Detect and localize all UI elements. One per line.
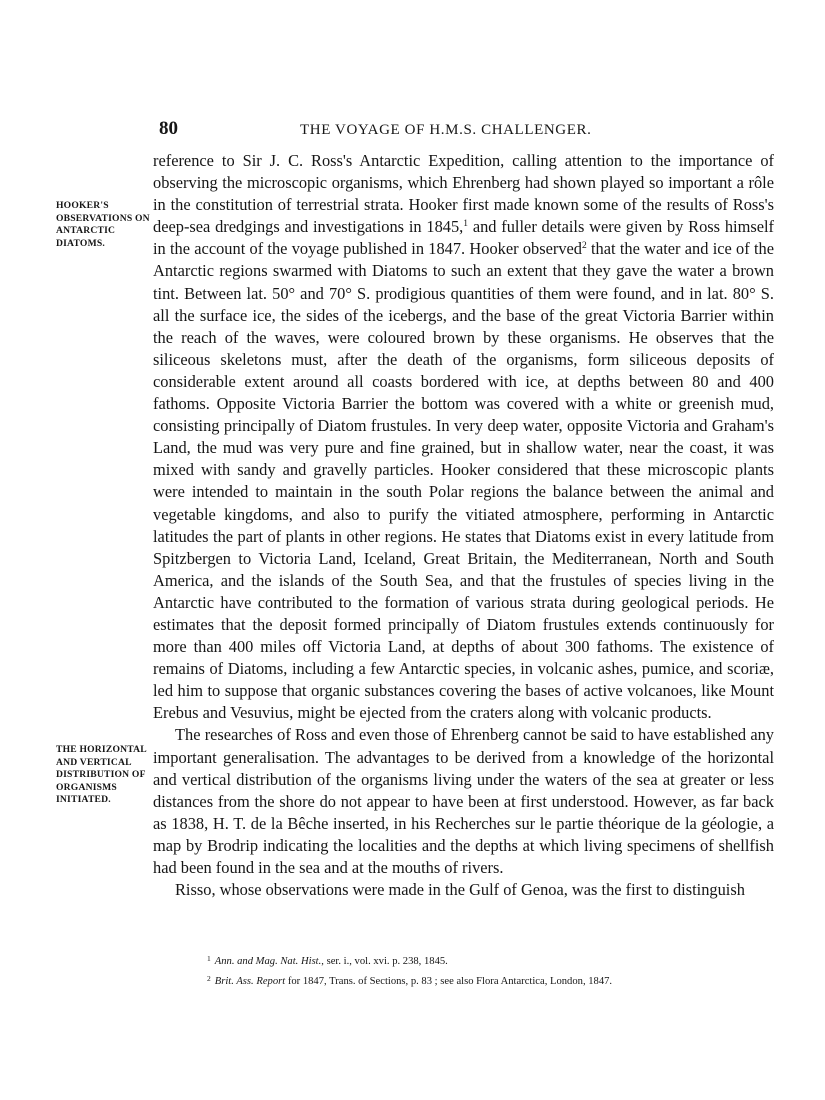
footnote-title: Ann. and Mag. Nat. Hist. — [214, 956, 322, 967]
paragraph-1-part-b: and fuller details were given by Ross himself in the account of the voyage published in 1847. Hooker observed — [153, 217, 774, 259]
margin-note-hookers-observations: HOOKER'S OBSERVATIONS ON ANTARCTIC DIATOMS. — [56, 200, 150, 249]
body-text — [153, 150, 774, 901]
footnote-title: Brit. Ass. Report — [214, 976, 286, 987]
footnote-ref-1: 1 — [463, 219, 469, 230]
footnotes — [207, 950, 777, 990]
footnote-2 — [207, 970, 777, 990]
paragraph-2: The researches of Ross and even those of Ehrenberg cannot be said to have established any important generalisation. The advantages to be derived from a knowledge of the horizontal and vertical distribution of the organisms living under the waters of the sea at greater or less distances from the shore do not appear to have been at first understood. However, as far back as 1838, H. T. de la Bêche inserted, in his Recherches sur le partie théorique de la géologie, a map by Brodrip indicating the localities and the depths at which living specimens of shellfish had been found in the sea and at the mouths of rivers. — [153, 725, 774, 877]
paragraph-1-part-a: reference to Sir J. C. Ross's Antarctic Expedition, calling attention to the importance of observing the microscopic organisms, which Ehrenberg had shown played so important a rôle in the constitution of terrestrial strata. Hooker first made known some of the results of Ross's deep-sea dredgings and investigations in 1845, — [153, 151, 774, 237]
footnote-text: , ser. i., vol. xvi. p. 238, 1845. — [321, 956, 448, 967]
footnote-mark: 2 — [207, 974, 211, 983]
footnote-text: for 1847, Trans. of Sections, p. 83 ; see also Flora Antarctica, London, 1847. — [285, 976, 613, 987]
footnote-ref-2: 2 — [582, 241, 587, 252]
paragraph-1 — [153, 150, 774, 724]
running-title: THE VOYAGE OF H.M.S. CHALLENGER. — [300, 122, 592, 138]
footnote-1 — [207, 950, 777, 970]
margin-note-horizontal-vertical-distribution: THE HORIZONTAL AND VERTICAL DISTRIBUTION OF ORGANISMS INITIATED. — [56, 744, 147, 806]
page-number: 80 — [159, 118, 178, 139]
paragraph-3: Risso, whose observations were made in the Gulf of Genoa, was the first to distinguish — [175, 880, 745, 900]
footnote-mark: 1 — [207, 954, 211, 963]
paragraph-1-part-c: that the water and ice of the Antarctic regions swarmed with Diatoms to such an extent that they gave the water a brown tint. Between lat. 50° and 70° S. prodigious quantities of them were found, and in lat. 80° S. all the surface ice, the sides of the icebergs, and the base of the great Victoria Barrier within the reach of the waves, were coloured brown by these organisms. He observes that the siliceous skeletons must, after the death of the organisms, form siliceous deposits of considerable extent around all coasts bordered with ice, at depths between 80 and 400 fathoms. Opposite Victoria Barrier the bottom was covered with a white or greenish mud, consisting principally of Diatom frustules. In very deep water, opposite Victoria and Graham's Land, the mud was very pure and fine grained, but in shallow water, near the coast, it was mixed with sandy and gravelly particles. Hooker considered that these microscopic plants were intended to maintain in the south Polar regions the balance between the animal and vegetable kingdoms, and also to purify the vitiated atmosphere, performing in Antarctic latitudes the part of plants in other regions. He states that Diatoms exist in every latitude from Spitzbergen to Victoria Land, Iceland, Great Britain, the Mediterranean, North and South America, and the islands of the South Sea, and that the frustules of species living in the Antarctic have contributed to the formation of various strata during geological periods. He estimates that the deposit formed principally of Diatom frustules extends continuously for more than 400 miles off Victoria Land, at depths of about 300 fathoms. The existence of remains of Diatoms, including a few Antarctic species, in volcanic ashes, pumice, and scoriæ, led him to suppose that organic substances covering the bases of active volcanoes, like Mount Erebus and Vesuvius, might be ejected from the craters along with volcanic products. — [153, 239, 774, 723]
